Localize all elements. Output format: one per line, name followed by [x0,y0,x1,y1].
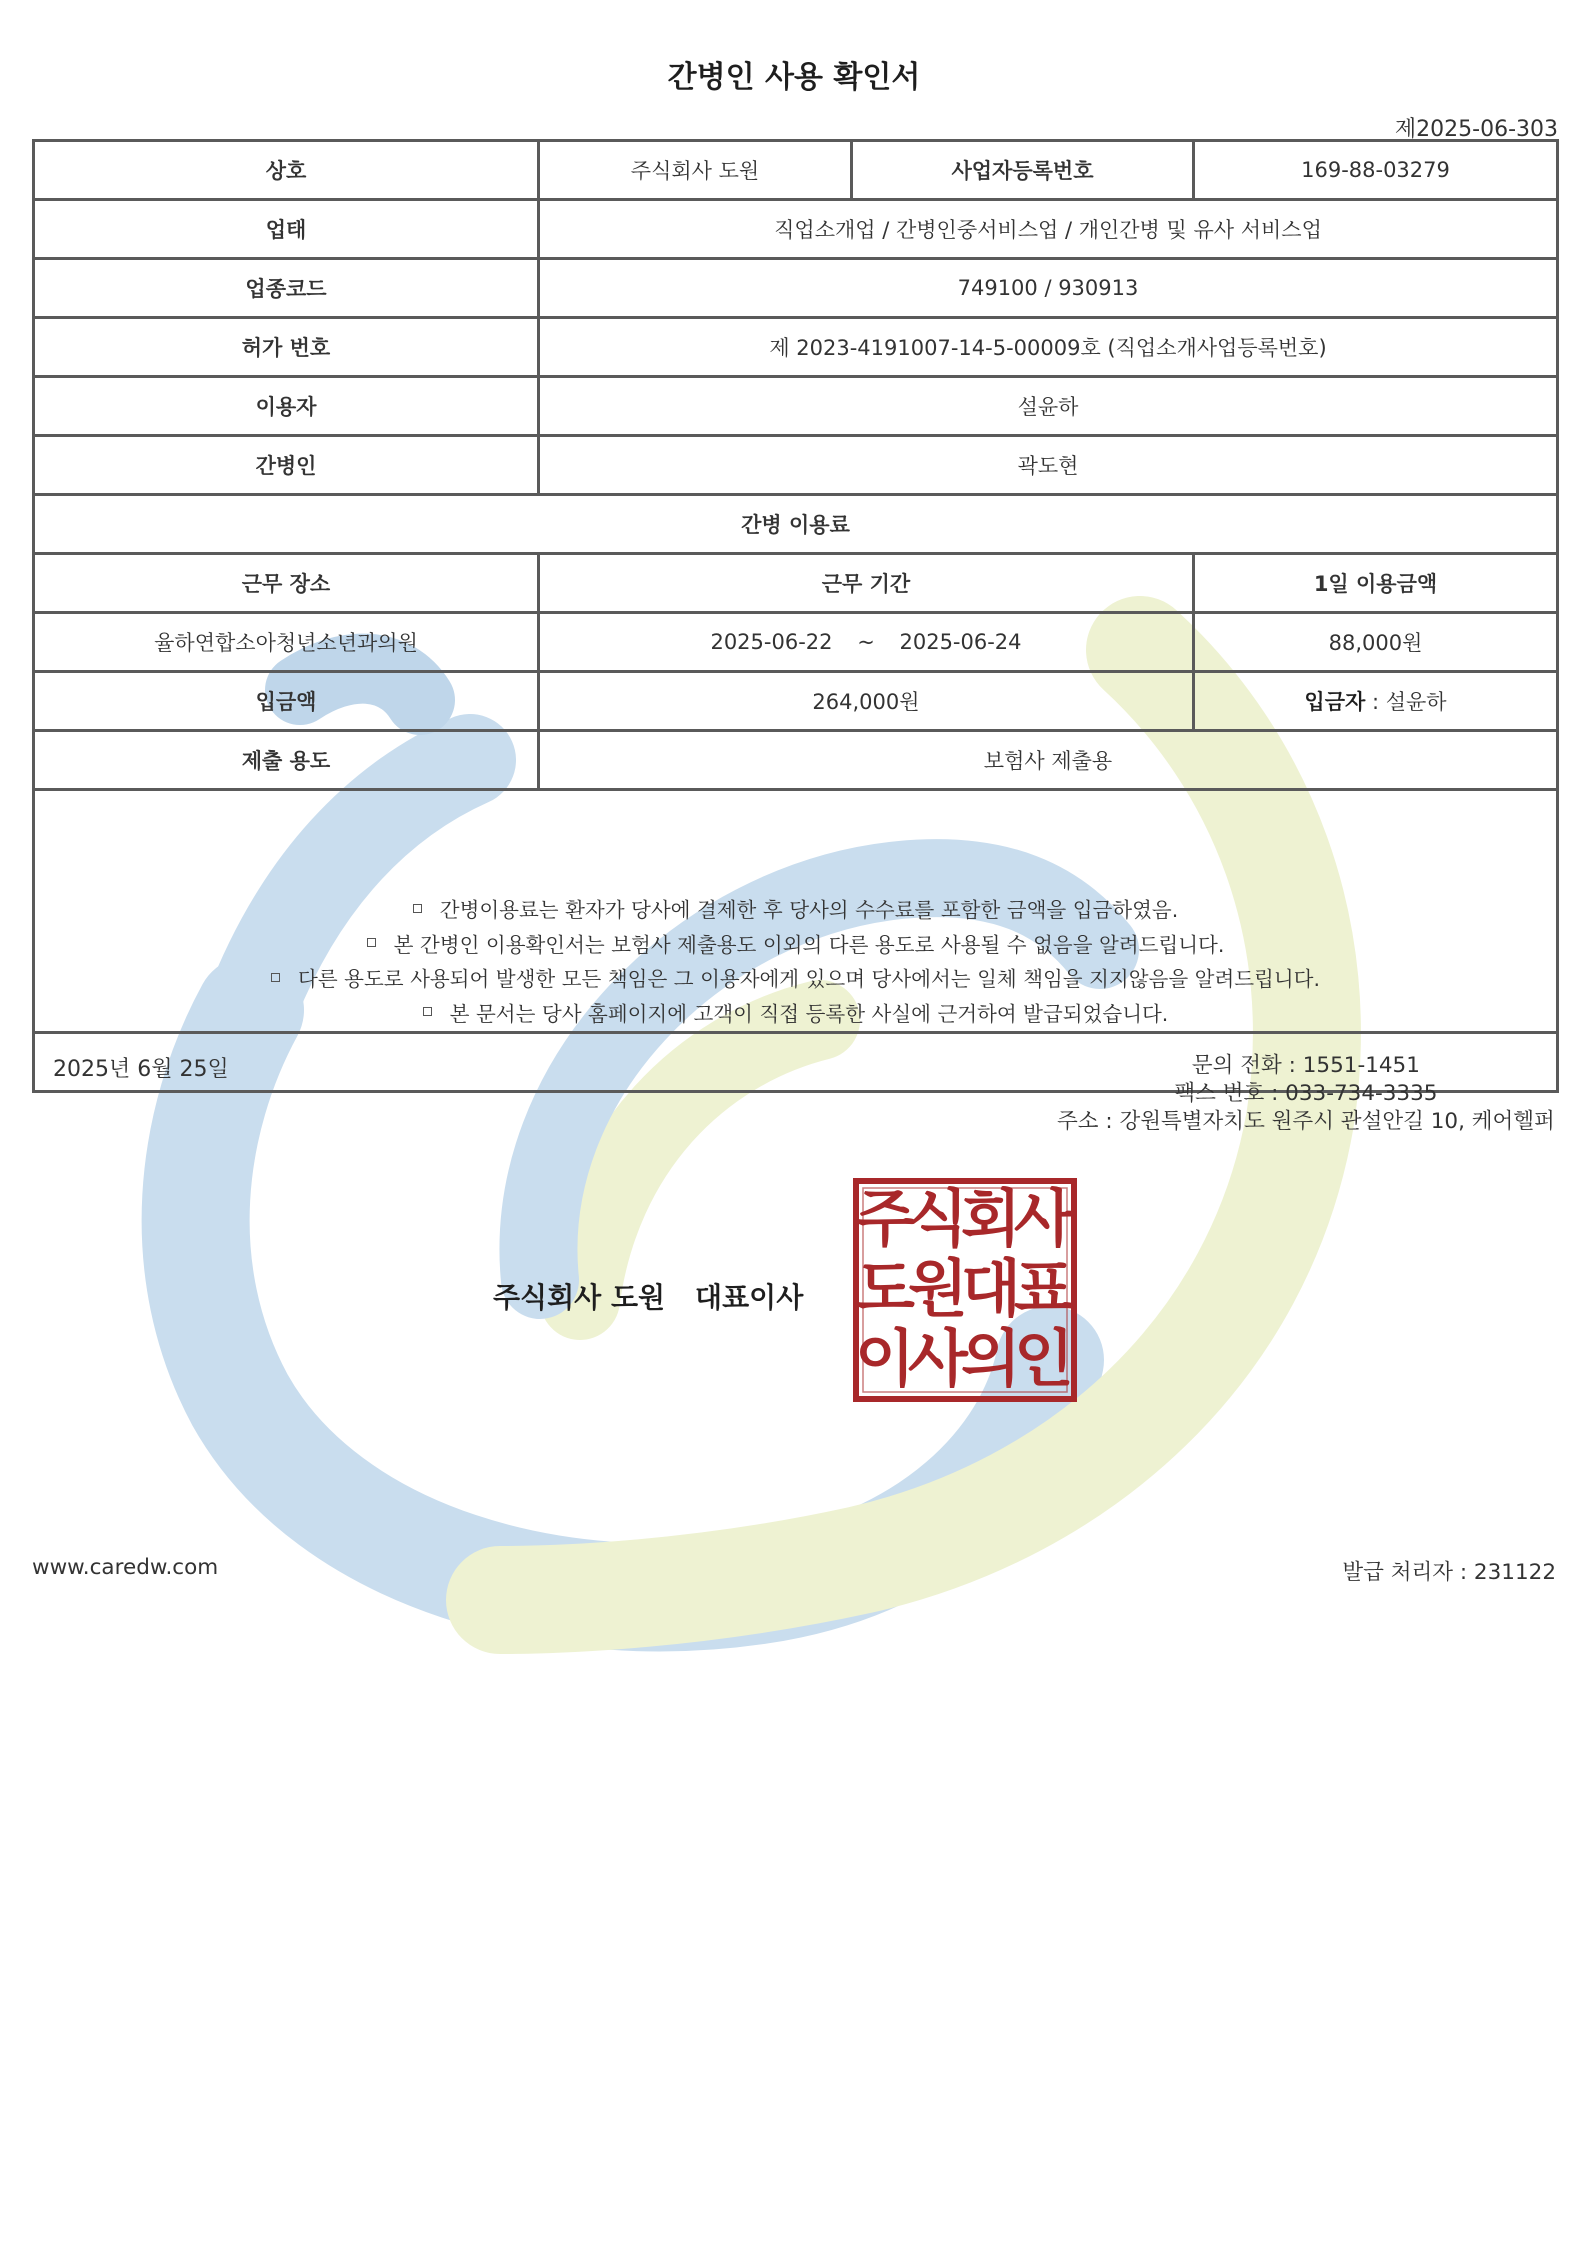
seal-glyph: 사 [908,1322,968,1395]
square-bullet-icon [423,1007,432,1016]
signature-title: 대표이사 [695,1281,804,1314]
business-type-label: 업태 [34,200,539,259]
period-label: 근무 기간 [539,554,1194,613]
location-value: 율하연합소아청년소년과의원 [34,613,539,672]
note-item: 간병이용료는 환자가 당사에 결제한 후 당사의 수수료를 포함한 금액을 입금하였음. [43,893,1548,928]
user-value: 설윤하 [539,377,1558,436]
seal-glyph: 도 [855,1252,915,1325]
row-fee-title [34,495,1558,554]
row-permit [34,318,1558,377]
fee-section-title: 간병 이용료 [34,495,1558,554]
square-bullet-icon [413,904,422,913]
row-caregiver [34,436,1558,495]
purpose-label: 제출 용도 [34,731,539,790]
notes-list [43,893,1548,1031]
row-business-type [34,200,1558,259]
notes-cell [34,790,1558,1033]
website-url: www.caredw.com [32,1555,219,1580]
biz-reg-value: 169-88-03279 [1194,141,1558,200]
row-notes [34,790,1558,1033]
issue-date: 2025년 6월 25일 [53,1057,229,1082]
depositor-cell [1194,672,1558,731]
contact-phone: 문의 전화 : 1551-1451 [1191,1053,1420,1078]
period-end: 2025-06-24 [899,630,1022,654]
seal-glyph: 의 [961,1322,1021,1395]
row-industry-code [34,259,1558,318]
purpose-value: 보험사 제출용 [539,731,1558,790]
seal-glyph: 표 [1014,1252,1074,1325]
seal-glyph: 이 [855,1322,915,1395]
depositor-label: 입금자 [1304,690,1366,714]
seal-glyph: 인 [1014,1322,1074,1395]
document-number: 제2025-06-303 [1394,117,1558,142]
location-label: 근무 장소 [34,554,539,613]
row-user [34,377,1558,436]
row-fee-values [34,613,1558,672]
footer-cell [34,1033,1558,1395]
period-separator: ~ [857,630,875,654]
signature-line [493,1276,803,1316]
issuer-id: 발급 처리자 : 231122 [1342,1560,1556,1585]
row-deposit [34,672,1558,731]
company-value: 주식회사 도원 [539,141,852,200]
period-start: 2025-06-22 [710,630,833,654]
row-purpose [34,731,1558,790]
seal-glyph: 식 [908,1182,968,1255]
signature-company: 주식회사 도원 [493,1281,666,1314]
seal-glyph: 사 [1014,1182,1074,1255]
caregiver-value: 곽도현 [539,436,1558,495]
square-bullet-icon [367,938,376,947]
depositor-value: 설윤하 [1385,690,1447,714]
daily-fee-value: 88,000원 [1194,613,1558,672]
permit-label: 허가 번호 [34,318,539,377]
row-company [34,141,1558,200]
daily-fee-label: 1일 이용금액 [1194,554,1558,613]
contact-fax: 팩스 번호 : 033-734-3335 [1174,1081,1438,1106]
company-seal-stamp [853,1178,1077,1402]
company-label: 상호 [34,141,539,200]
note-item: 본 간병인 이용확인서는 보험사 제출용도 이외의 다른 용도로 사용될 수 없음을 알려드립니다. [43,928,1548,963]
contact-address: 주소 : 강원특별자치도 원주시 관설안길 10, 케어헬퍼 [1057,1109,1555,1134]
deposit-value: 264,000원 [539,672,1194,731]
contact-block [1057,1052,1555,1136]
document-title: 간병인 사용 확인서 [667,60,921,95]
seal-glyph: 대 [961,1252,1021,1325]
confirmation-table [32,139,1559,1395]
row-fee-headers [34,554,1558,613]
row-footer [34,1033,1558,1092]
industry-code-value: 749100 / 930913 [539,259,1558,318]
business-type-value: 직업소개업 / 간병인중서비스업 / 개인간병 및 유사 서비스업 [539,200,1558,259]
seal-glyph: 회 [961,1182,1021,1255]
period-value [539,613,1194,672]
biz-reg-label: 사업자등록번호 [852,141,1194,200]
seal-glyph: 원 [908,1252,968,1325]
caregiver-label: 간병인 [34,436,539,495]
deposit-label: 입금액 [34,672,539,731]
square-bullet-icon [271,973,280,982]
permit-value: 제 2023-4191007-14-5-00009호 (직업소개사업등록번호) [539,318,1558,377]
user-label: 이용자 [34,377,539,436]
note-item: 다른 용도로 사용되어 발생한 모든 책임은 그 이용자에게 있으며 당사에서는 일체 책임을 지지않음을 알려드립니다. [43,962,1548,997]
note-item: 본 문서는 당사 홈페이지에 고객이 직접 등록한 사실에 근거하여 발급되었습니다. [43,997,1548,1032]
industry-code-label: 업종코드 [34,259,539,318]
seal-glyph: 주 [855,1182,915,1255]
depositor-separator: : [1365,690,1386,714]
